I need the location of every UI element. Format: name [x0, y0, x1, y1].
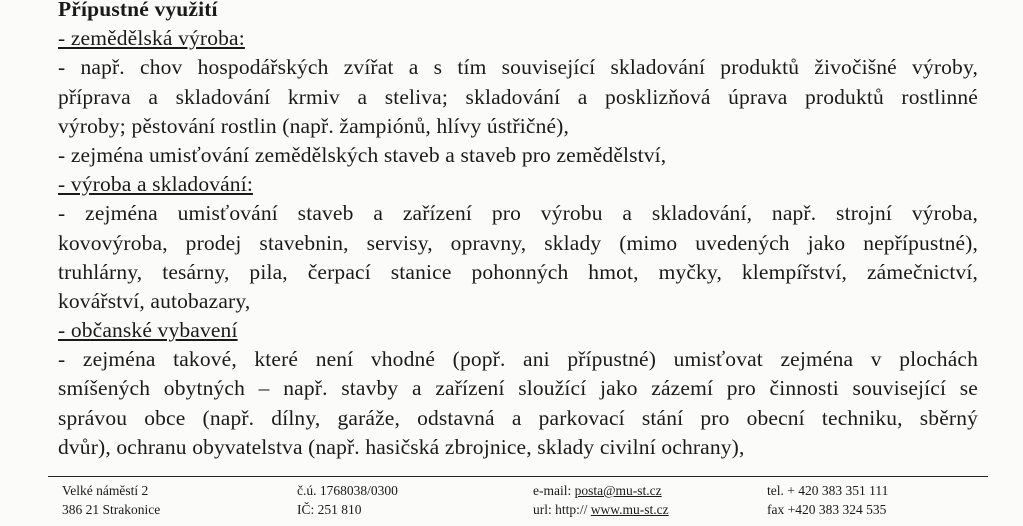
email-link[interactable]: posta@mu-st.cz [574, 483, 662, 498]
paragraph-line: - zejména umisťování zemědělských staveb a staveb pro zemědělství, [58, 142, 667, 167]
paragraph-line: truhlárny, tesárny, pila, čerpací stanice pohonných hmot, myčky, klempířství, zámečnictví, [58, 259, 978, 284]
paragraph-line: kovovýroba, prodej stavebnin, servisy, opravny, sklady (mimo uvedených jako nepřípustné), [58, 230, 978, 255]
paragraph-line: kovářství, autobazary, [58, 288, 251, 313]
email-line [533, 481, 669, 500]
url-line [533, 500, 669, 519]
paragraph-line: smíšených obytných – např. stavby a zařízení sloužící jako zázemí pro činnosti související se [58, 376, 978, 401]
company-id: IČ: 251 810 [297, 502, 362, 517]
fax-number: fax +420 383 324 535 [767, 502, 887, 517]
paragraph-line: výroby; pěstování rostlin (např. žampiónů, hlívy ústřičné), [58, 113, 570, 138]
paragraph-line: - např. chov hospodářských zvířat a s tím související skladování produktů živočišné výroby, [58, 55, 978, 80]
footer-phones [767, 481, 888, 519]
footer-divider [48, 476, 988, 477]
url-label: url: http:// [533, 502, 591, 517]
footer-contacts [533, 481, 669, 519]
section-title-civic: - občanské vybavení [58, 318, 238, 343]
phone-number: tel. + 420 383 351 111 [767, 483, 889, 498]
paragraph-line: - zejména takové, které není vhodné (popř. ani přípustné) umisťovat zejména v plochách [58, 347, 978, 372]
bank-account: č.ú. 1768038/0300 [297, 483, 398, 498]
document-body [58, 0, 978, 462]
footer-address [62, 481, 160, 519]
section-title-production: - výroba a skladování: [58, 172, 253, 197]
paragraph-line: dvůr), ochranu obyvatelstva (např. hasičská zbrojnice, sklady civilní ochrany), [58, 434, 745, 459]
address-street: Velké náměstí 2 [62, 483, 149, 498]
paragraph-line: příprava a skladování krmiv a steliva; skladování a posklizňová úprava produktů rostlinné [58, 84, 978, 109]
section-title-agriculture: - zemědělská výroba: [58, 26, 245, 51]
email-label: e-mail: [533, 483, 575, 498]
footer-ids [297, 481, 398, 519]
address-city: 386 21 Strakonice [62, 502, 161, 517]
paragraph-line: - zejména umisťování staveb a zařízení pro výrobu a skladování, např. strojní výroba, [58, 201, 978, 226]
heading: Přípustné využití [58, 0, 218, 21]
website-link[interactable]: www.mu-st.cz [590, 502, 669, 517]
footer [0, 481, 1023, 526]
paragraph-line: správou obce (např. dílny, garáže, odstavná a parkovací stání pro obecní techniku, sběrný [58, 405, 978, 430]
